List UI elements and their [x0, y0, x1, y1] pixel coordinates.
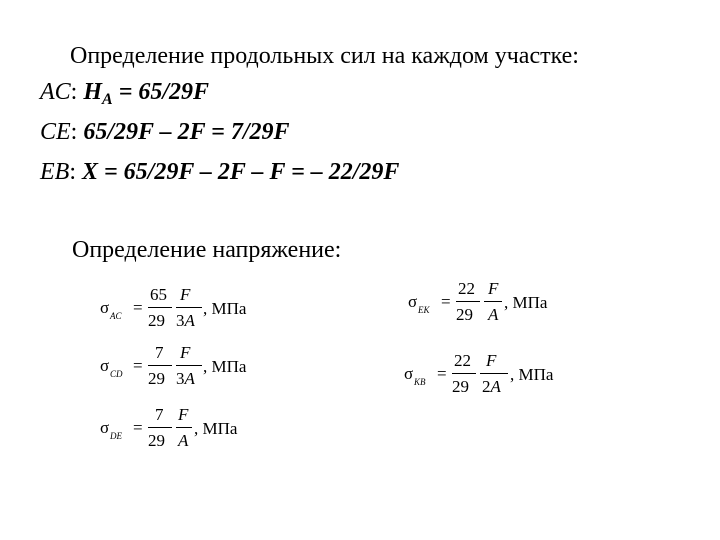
stress-formula-kb: σ KB = 22 29 F 2A , МПа: [404, 351, 554, 396]
force-expression: 65/29F – 2F = 7/29F: [83, 119, 290, 145]
force-expression: $H_A = 65/29F$: [83, 79, 210, 108]
heading-stress: Определение напряжение:: [72, 237, 342, 263]
stress-formula-de: σ DE = 7 29 F A , МПа: [100, 405, 238, 450]
stress-formula-cd: σ CD = 7 29 F 3A , МПа: [100, 343, 247, 388]
segment-label: CE: [40, 119, 71, 145]
heading-longitudinal-forces: Определение продольных сил на каждом участке:: [70, 43, 579, 69]
segment-label: EB: [40, 159, 70, 185]
force-line-ac: AC: $H_A = 65/29F$: [40, 79, 210, 108]
stress-formula-ac: σ AC = 65 29 F 3A , МПа: [100, 285, 247, 330]
force-expression: X = 65/29F – 2F – F = – 22/29F: [82, 159, 400, 185]
stress-formula-ek: σ EK = 22 29 F A , МПа: [408, 279, 548, 324]
force-line-ce: CE: 65/29F – 2F = 7/29F: [40, 119, 290, 145]
segment-label: AC: [40, 79, 71, 105]
force-line-eb: EB: X = 65/29F – 2F – F = – 22/29F: [40, 159, 400, 185]
